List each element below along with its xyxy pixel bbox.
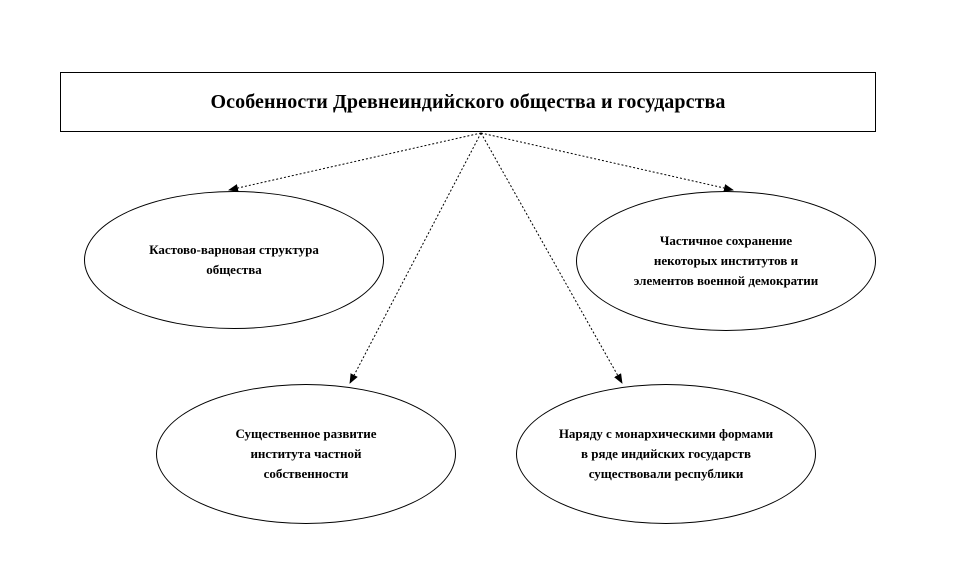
title-box xyxy=(60,72,876,132)
node-military-democracy xyxy=(576,191,876,331)
node-private-property xyxy=(156,384,456,524)
node-republics xyxy=(516,384,816,524)
diagram-title: Особенности Древнеиндийского общества и государства xyxy=(210,90,726,113)
node-republics-text: Наряду с монархическими формами в ряде индийских государств существовали республики xyxy=(558,426,774,481)
arrow-to-military-democracy xyxy=(481,133,733,190)
arrow-to-caste-structure xyxy=(229,133,481,190)
node-private-property-text: Существенное развитие института частной собственности xyxy=(235,426,377,481)
node-caste-structure-text: Кастово-варновая структура общества xyxy=(149,242,319,277)
node-military-democracy-text: Частичное сохранение некоторых институтов и элементов военной демократии xyxy=(633,233,819,288)
node-caste-structure xyxy=(84,191,384,329)
